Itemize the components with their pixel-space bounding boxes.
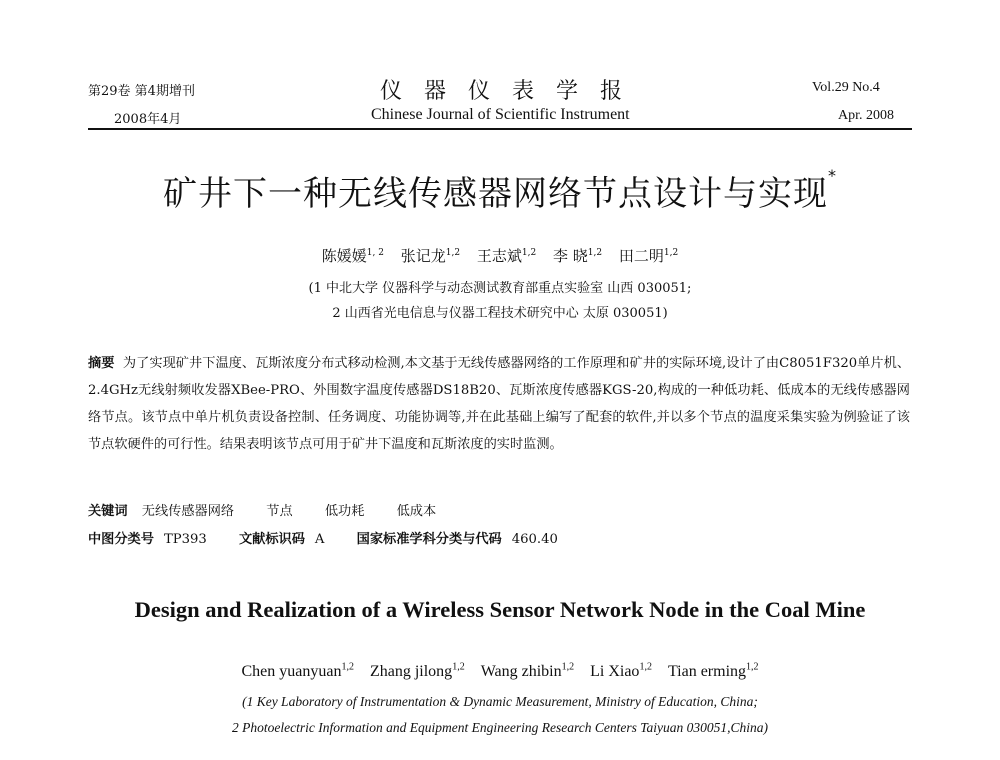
keyword: 节点 [266,504,293,519]
clc-value: TP393 [163,532,207,547]
affiliation-en-1: (1 Key Laboratory of Instrumentation & Dynamic Measurement, Ministry of Education, China; [242,694,758,709]
doc-code-value: A [314,532,325,547]
author-en: Wang zhibin$^{1,2}$ [480,662,575,681]
author-en: Zhang jilong$^{1,2}$ [369,662,465,681]
journal-name-cn: 仪器仪表学报 [380,79,645,104]
title-footnote-mark: * [828,166,837,185]
paper-title-en: Design and Realization of a Wireless Sensor Network Node in the Coal Mine [134,597,866,622]
keyword: 低成本 [396,504,437,519]
subject-code-value: 460.40 [511,532,558,547]
header-rule [88,128,912,130]
author-cn: 李 晓$^{1,2}$ [553,247,603,265]
author-cn: 张记龙$^{1,2}$ [400,247,461,265]
author-en: Tian erming$^{1,2}$ [667,662,759,681]
abstract-label: 摘要 [88,356,115,371]
author-cn: 王志斌$^{1,2}$ [476,247,537,265]
author-en: Li Xiao$^{1,2}$ [590,662,652,681]
affiliation-cn-2: 2 山西省光电信息与仪器工程技术研究中心 太原 030051) [332,306,668,321]
title-cn-text: 矿井下一种无线传感器网络节点设计与实现 [163,174,828,214]
journal-name-en: Chinese Journal of Scientific Instrument [371,106,630,123]
date-cn: 2008年4月 [114,112,182,127]
classification [88,528,586,547]
affiliation-en-2: 2 Photoelectric Information and Equipment Engineering Research Centers Taiyuan 030051,China) [232,720,768,735]
author-en: Chen yuanyuan$^{1,2}$ [241,662,354,681]
keywords [88,500,464,519]
authors-cn [0,245,1000,266]
paper-title-cn [0,166,1000,215]
clc-label: 中图分类号 [88,532,154,547]
author-cn: 田二明$^{1,2}$ [618,247,679,265]
volume-issue-cn: 第29卷 第4期增刊 [88,84,195,99]
abstract [88,350,910,458]
volume-issue-en: Vol.29 No.4 [812,80,880,95]
keywords-label: 关键词 [88,504,128,519]
affiliation-cn-1: (1 中北大学 仪器科学与动态测试教育部重点实验室 山西 030051; [308,281,692,296]
doc-code-label: 文献标识码 [238,532,305,547]
keyword: 无线传感器网络 [141,504,235,519]
subject-code-label: 国家标准学科分类与代码 [356,532,502,547]
keyword: 低功耗 [324,504,365,519]
authors-en [0,662,1000,681]
date-en: Apr. 2008 [838,108,894,123]
abstract-text: 为了实现矿井下温度、瓦斯浓度分布式移动检测,本文基于无线传感器网络的工作原理和矿井的实际环境,设计了由C8051F320单片机、 2.4GHz无线射频收发器XBee-PRO、外围数字温度传感器DS18B20、瓦斯浓度传感器KGS-20,构成的一种低功耗、低成本的无线传感器网络节点。该节点中单片机负责设备控制、任务调度、功能协调等,并在此基础上编写了配套的软件,并以多个节点的温度采集实验为例验证了该节点软硬件的可行性。结果表明该节点可用于矿井下温度和瓦斯浓度的实时监测。 [88,356,911,452]
author-cn: 陈媛媛$^{1, 2}$ [321,247,384,265]
